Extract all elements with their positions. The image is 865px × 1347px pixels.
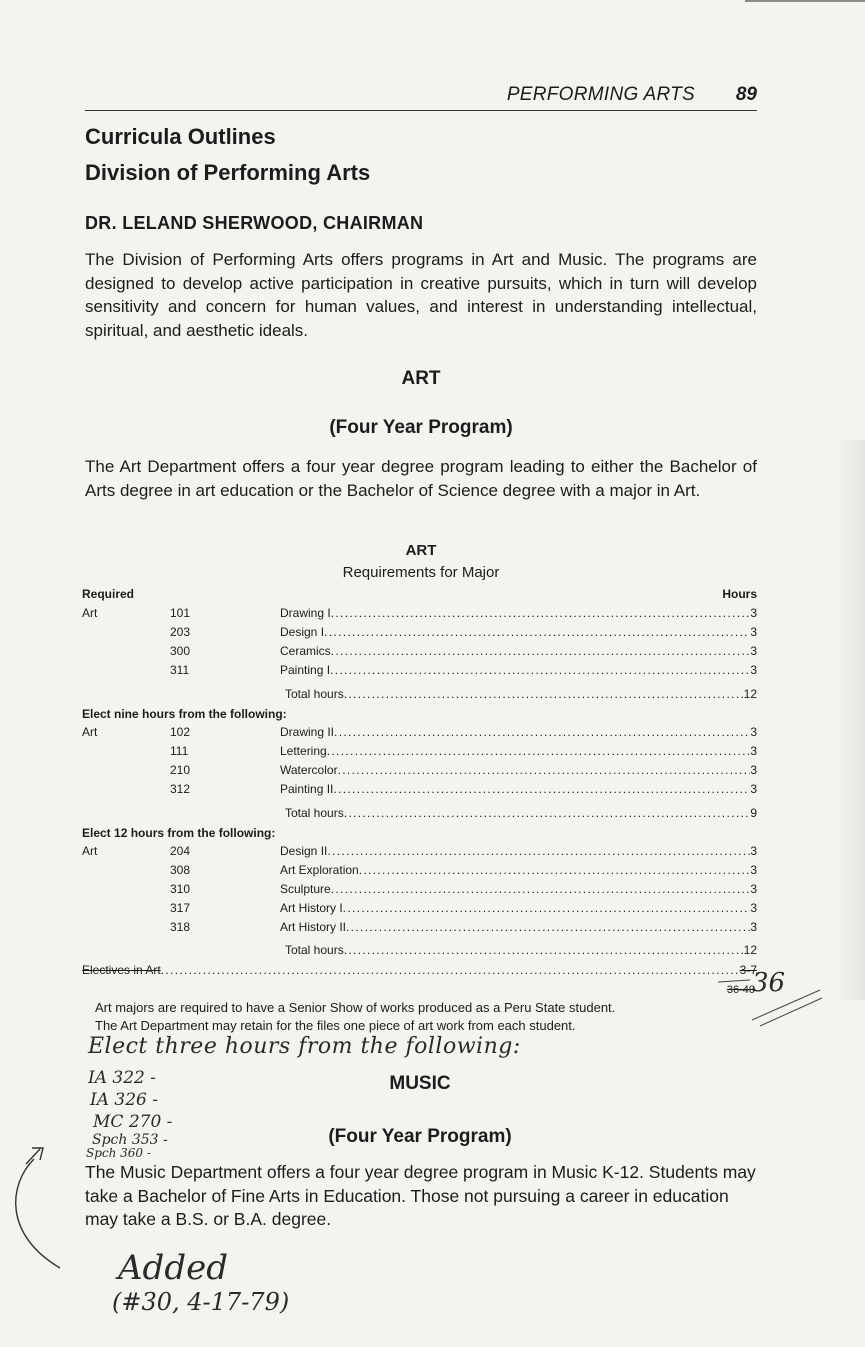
handwritten-slash — [752, 990, 822, 1026]
table-row: Art 204 Design II . . . 3 — [82, 843, 757, 859]
total-row: Total hours . . . 12 — [82, 942, 757, 958]
title-curricula: Curricula Outlines — [85, 124, 276, 149]
music-description: The Music Department offers a four year degree program in Music K-12. Students may take a Bachelor of Fine Arts in Education. Those not pursuing a career in education may take a B.S. or B.A. degree. — [85, 1162, 756, 1229]
total-row: Total hours . . . 9 — [82, 805, 757, 821]
music-program: (Four Year Program) — [328, 1126, 512, 1147]
intro-paragraph: The Division of Performing Arts offers programs in Art and Music. The programs are designed to develop active participation in creative pursuits, which in turn will develop sensitivity and concern for human values, and interest in understanding intellectual, spiritual, and aesthetic ideals. — [85, 250, 757, 340]
table-row: 308 Art Exploration . . . 3 — [82, 862, 757, 878]
elect-nine-label: Elect nine hours from the following: — [82, 707, 287, 721]
handwritten-course: MC 270 - — [93, 1112, 173, 1132]
table-row: 312 Painting II . . . 3 — [82, 781, 757, 797]
handwritten-arrow — [26, 1148, 43, 1164]
header-section: PERFORMING ARTS — [506, 84, 695, 105]
table-row: 111 Lettering . . . 3 — [82, 743, 757, 759]
grand-total: 36-40 — [726, 984, 755, 996]
handwritten-added-ref: (#30, 4-17-79) — [112, 1288, 290, 1316]
handwritten-total: 36 — [752, 968, 786, 998]
table-row: 311 Painting I . . . 3 — [82, 662, 757, 678]
elect-twelve-label: Elect 12 hours from the following: — [82, 826, 276, 840]
handwritten-course: Spch 360 - — [86, 1146, 151, 1160]
required-label: Required — [82, 587, 135, 601]
table-row: 210 Watercolor . . . 3 — [82, 762, 757, 778]
page-number: 89 — [735, 84, 757, 105]
chairman-heading: DR. LELAND SHERWOOD, CHAIRMAN — [85, 213, 424, 233]
table-row: 317 Art History I . . . 3 — [82, 900, 757, 916]
art-description: The Art Department offers a four year degree program leading to either the Bachelor of Arts degree in art education or the Bachelor of Science degree with a major in Art. — [85, 457, 757, 500]
handwritten-course: IA 326 - — [90, 1090, 158, 1110]
requirements-subtitle: Requirements for Major — [342, 564, 500, 581]
table-row: Art 101 Drawing I . . . 3 — [82, 605, 757, 621]
music-heading: MUSIC — [389, 1073, 451, 1094]
note-art-retain: The Art Department may retain for the files one piece of art work from each student. — [95, 1018, 576, 1033]
table-row: 318 Art History II . . . 3 — [82, 919, 757, 935]
electives-row: Electives in Art . . . 3-7 — [82, 962, 757, 978]
table-row: Art 102 Drawing II . . . 3 — [82, 724, 757, 740]
handwritten-elect-line: Elect three hours from the following: — [88, 1034, 521, 1059]
art-heading: ART — [401, 368, 441, 389]
handwritten-course: IA 322 - — [88, 1068, 156, 1088]
table-row: 300 Ceramics . . . 3 — [82, 643, 757, 659]
hours-label: Hours — [722, 587, 757, 601]
title-division: Division of Performing Arts — [85, 160, 371, 185]
art-program: (Four Year Program) — [329, 417, 513, 438]
table-row: 310 Sculpture . . . 3 — [82, 881, 757, 897]
note-senior-show: Art majors are required to have a Senior Show of works produced as a Peru State student. — [95, 1000, 616, 1015]
handwritten-added: Added — [118, 1248, 228, 1288]
requirements-title: ART — [405, 542, 437, 559]
table-row: 203 Design I . . . 3 — [82, 624, 757, 640]
total-row: Total hours . . . 12 — [82, 686, 757, 702]
handwritten-underline — [718, 980, 750, 982]
handwritten-course: Spch 353 - — [92, 1132, 168, 1148]
handwritten-bracket — [16, 1159, 60, 1268]
